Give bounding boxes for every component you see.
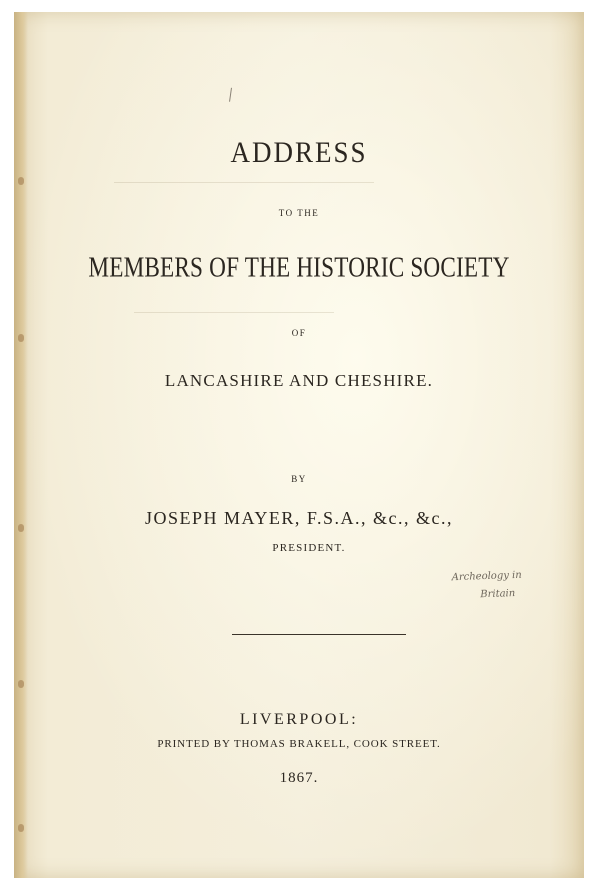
annotation-line-1: Archeology in — [451, 569, 522, 584]
show-through — [134, 312, 334, 313]
document-title: ADDRESS — [230, 135, 368, 169]
stitch-hole — [18, 680, 24, 688]
show-through — [114, 182, 374, 183]
title-page — [14, 12, 584, 878]
by-label: BY — [291, 474, 307, 484]
county-heading: LANCASHIRE AND CHESHIRE. — [164, 371, 434, 390]
imprint-printer: PRINTED BY THOMAS BRAKELL, COOK STREET. — [157, 738, 441, 750]
author-role: PRESIDENT. — [272, 542, 346, 554]
to-the-label: TO THE — [278, 208, 320, 218]
of-label: OF — [291, 328, 307, 338]
members-heading: MEMBERS OF THE HISTORIC SOCIETY — [88, 251, 510, 283]
stitch-hole — [18, 824, 24, 832]
pencil-mark — [229, 88, 235, 102]
divider-rule — [232, 634, 406, 635]
imprint-place: LIVERPOOL: — [239, 711, 359, 728]
handwritten-annotation — [451, 567, 522, 605]
author-name: JOSEPH MAYER, F.S.A., &c., &c., — [145, 508, 453, 528]
stitch-hole — [18, 177, 24, 185]
imprint-year: 1867. — [279, 770, 319, 786]
annotation-line-2: Britain — [480, 588, 516, 601]
